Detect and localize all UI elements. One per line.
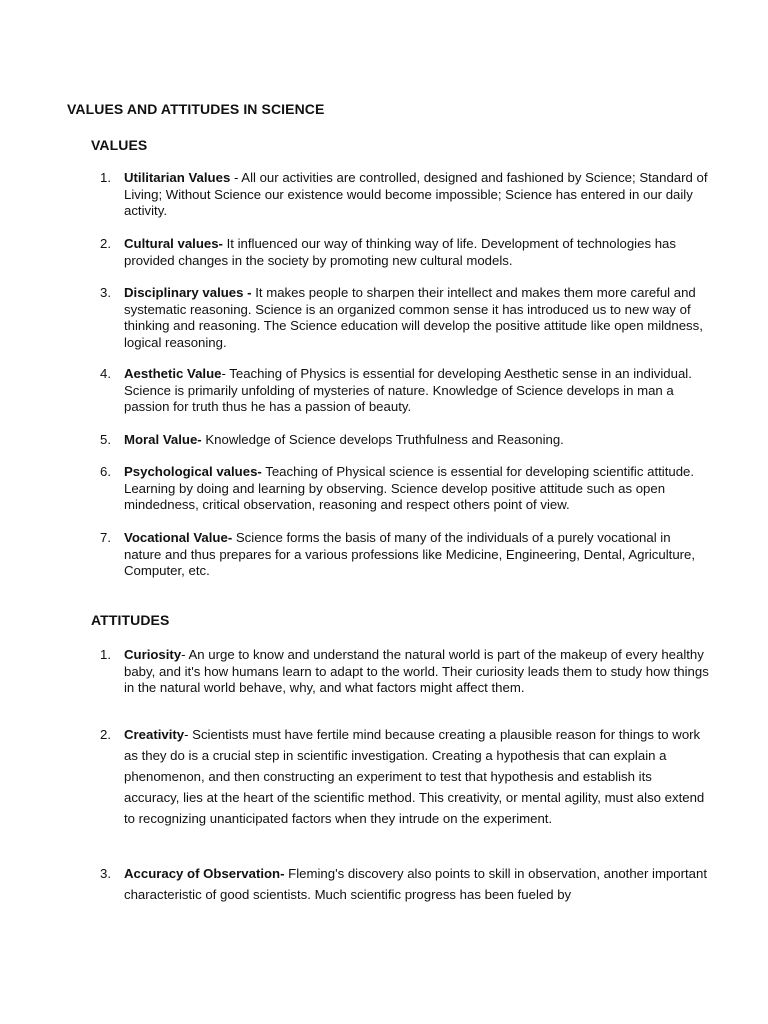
item-text: - Scientists must have fertile mind because creating a plausible reason for things to work as they do is a crucial step in scientific investigation. Creating a hypothesis that can explain a phenomenon, and then constructing an experiment to test that hypothesis and establish its accuracy, lies at the heart of the scientific method. This creativity, or mental agility, must also extend to recognizing unanticipated factors when they intrude on the experiment. bbox=[124, 727, 705, 826]
item-text: - Teaching of Physics is essential for developing Aesthetic sense in an individual. Science is primarily unfolding of mysteries of nature. Knowledge of Science develops in man a passion for truth thus he has a passion of beauty. bbox=[124, 366, 692, 414]
item-body bbox=[124, 530, 709, 580]
attitudes-heading: ATTITUDES bbox=[91, 612, 170, 628]
item-number: 5. bbox=[100, 432, 111, 447]
item-body bbox=[124, 170, 709, 220]
item-term: Vocational Value- bbox=[124, 530, 233, 545]
document-title: VALUES AND ATTITUDES IN SCIENCE bbox=[67, 101, 325, 117]
item-body bbox=[124, 285, 709, 351]
item-number: 2. bbox=[100, 727, 111, 742]
item-body bbox=[124, 366, 709, 416]
item-text: - An urge to know and understand the natural world is part of the makeup of every healthy baby, and it's how humans learn to adapt to the world. Their curiosity leads them to study how things in the natural world behave, why, and what factors might affect them. bbox=[124, 647, 709, 695]
item-term: Aesthetic Value bbox=[124, 366, 222, 381]
item-body bbox=[124, 464, 709, 514]
item-term: Disciplinary values - bbox=[124, 285, 252, 300]
item-text: Knowledge of Science develops Truthfulness and Reasoning. bbox=[201, 432, 564, 447]
values-heading: VALUES bbox=[91, 137, 148, 153]
item-body bbox=[124, 647, 709, 697]
item-term: Utilitarian Values bbox=[124, 170, 231, 185]
item-term: Cultural values- bbox=[124, 236, 223, 251]
item-body bbox=[124, 724, 709, 829]
item-number: 3. bbox=[100, 866, 111, 881]
item-term: Moral Value- bbox=[124, 432, 202, 447]
item-number: 2. bbox=[100, 236, 111, 251]
item-number: 4. bbox=[100, 366, 111, 381]
item-number: 7. bbox=[100, 530, 111, 545]
item-body bbox=[124, 863, 709, 905]
item-number: 3. bbox=[100, 285, 111, 300]
item-text: It influenced our way of thinking way of life. Development of technologies has provided changes in the society by promoting new cultural models. bbox=[124, 236, 676, 268]
item-term: Psychological values- bbox=[124, 464, 262, 479]
item-text: - All our activities are controlled, designed and fashioned by Science; Standard of Living; Without Science our existence would become impossible; Science has entered in our daily activity. bbox=[124, 170, 708, 218]
item-term: Creativity bbox=[124, 727, 185, 742]
item-text: Fleming's discovery also points to skill in observation, another important characteristic of good scientists. Much scientific progress has been fueled by bbox=[124, 866, 708, 902]
item-number: 1. bbox=[100, 170, 111, 185]
item-number: 1. bbox=[100, 647, 111, 662]
item-text: Teaching of Physical science is essential for developing scientific attitude. Learning by doing and learning by observing. Science develop positive attitude such as open mindedness, critical observation, reasoning and respect others point of view. bbox=[124, 464, 695, 512]
item-text: It makes people to sharpen their intellect and makes them more careful and systematic reasoning. Science is an organized common sense it has introduced us to new way of thinking and reasoning. The Science education will develop the positive attitude like open mildness, logical reasoning. bbox=[124, 285, 703, 350]
item-body bbox=[124, 432, 709, 449]
item-text: Science forms the basis of many of the individuals of a purely vocational in nature and thus prepares for a various professions like Medicine, Engineering, Dental, Agriculture, Computer, etc. bbox=[124, 530, 696, 578]
item-body bbox=[124, 236, 709, 269]
item-number: 6. bbox=[100, 464, 111, 479]
item-term: Curiosity bbox=[124, 647, 182, 662]
item-term: Accuracy of Observation- bbox=[124, 866, 285, 881]
